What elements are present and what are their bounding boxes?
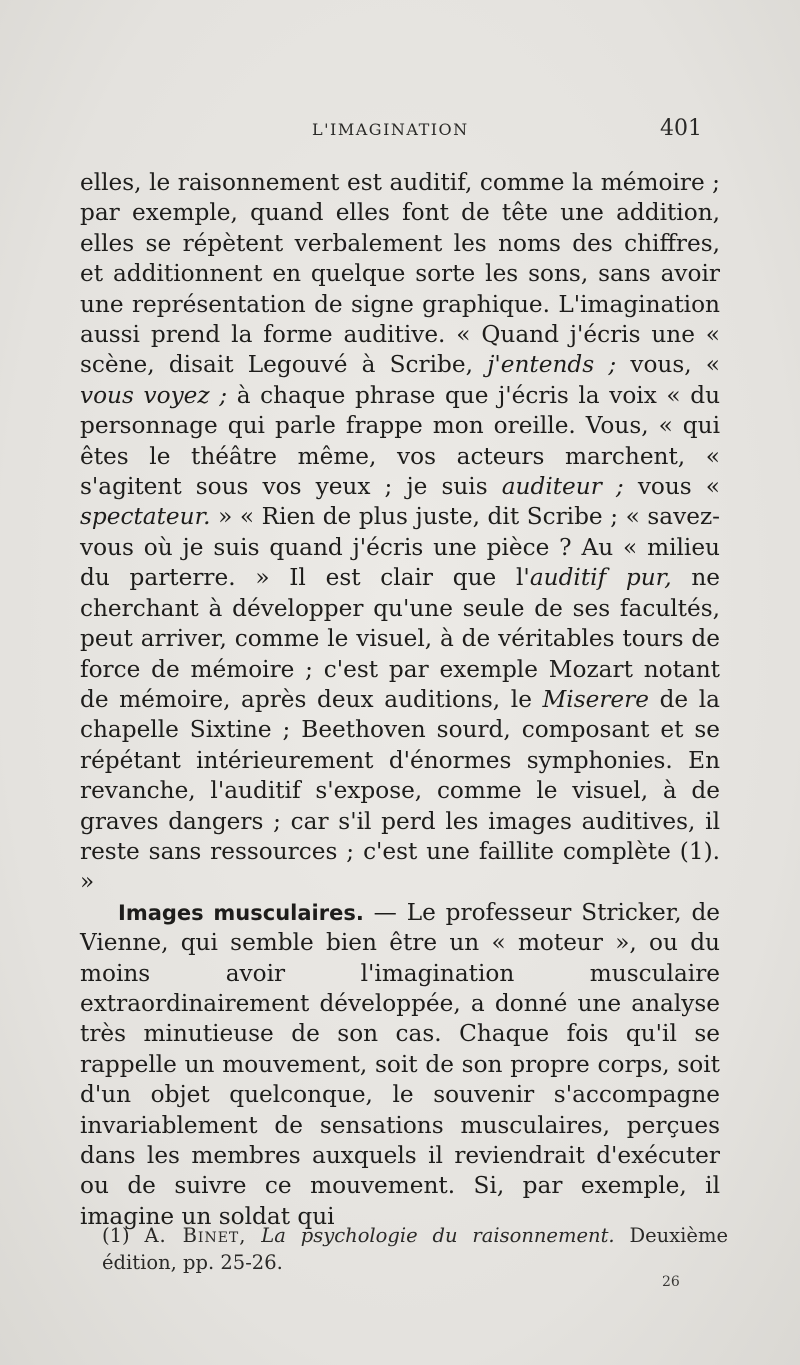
footnote-marker: (1) — [102, 1224, 130, 1247]
italic-segment: j'entends ; — [487, 351, 617, 379]
text-segment: » « Rien de plus juste, dit Scribe ; « savez-vous où je suis quand j'écris une pièce ? Au « milieu du parterre. » Il est clair que l' — [80, 503, 720, 592]
italic-segment: vous voyez ; — [80, 381, 228, 409]
page-number: 401 — [660, 116, 702, 141]
paragraph-text: — Le professeur Stricker, de Vienne, qui semble bien être un « moteur », ou du moins avoir l'imagination musculaire extraordinairement développée, a donné une analyse très minutieuse de son cas. Chaque fois qu'il se rappelle un mouvement, soit de son propre corps, soit d'un objet quelconque, le souvenir s'accompagne invariablement de sensations musculaires, perçues dans les membres auxquels il reviendrait d'exécuter ou de suivre ce mouvement. Si, par exemple, il imagine un soldat qui — [80, 898, 721, 1230]
running-title: L'IMAGINATION — [312, 120, 469, 139]
italic-segment: auditif pur, — [529, 564, 672, 592]
text-segment: ne cherchant à développer qu'une seule de ses facultés, peut arriver, comme le visuel, à de véritables tours de force de mémoire ; c'est par exemple Mozart notant de mémoire, après deux auditions, le — [80, 564, 721, 713]
text-segment: vous « — [623, 473, 720, 501]
body-text — [80, 168, 720, 1232]
running-head — [0, 116, 800, 146]
footnote-title: La psychologie du raisonnement. — [261, 1224, 615, 1247]
text-segment: de la chapelle Sixtine ; Beethoven sourd, composant et se répétant intérieurement d'énormes symphonies. En revanche, l'auditif s'expose, comme le visuel, à de graves dangers ; car s'il perd les images auditives, il reste sans ressources ; c'est une faillite complète (1). » — [80, 685, 720, 896]
paragraph-muscular-images — [80, 898, 720, 1232]
footnote-rest: Deuxième édition, pp. 25-26. — [102, 1224, 728, 1274]
signature-mark: 26 — [662, 1274, 680, 1290]
italic-segment: Miserere — [542, 685, 649, 713]
text-segment: vous, « — [616, 351, 720, 379]
footnote-author: A. Binet, — [144, 1224, 247, 1247]
text-segment: à chaque phrase que j'écris la voix « du personnage qui parle frappe mon oreille. Vous, « qui êtes le théâtre même, vos acteurs marchent, « s'agitent sous vos yeux ; je suis — [80, 381, 721, 501]
italic-segment: spectateur. — [80, 503, 211, 531]
italic-segment: auditeur ; — [501, 473, 624, 501]
text-segment: elles, le raisonnement est auditif, comme la mémoire ; par exemple, quand elles font de tête une addition, elles se répètent verbalement les noms des chiffres, et additionnent en quelque sorte les sons, sans avoir une représentation de signe graphique. L'imagination aussi prend la forme auditive. « Quand j'écris une « scène, disait Legouvé à Scribe, — [80, 169, 720, 379]
section-heading-inline: Images musculaires. — [118, 900, 364, 925]
paragraph-auditive-memory — [80, 168, 720, 898]
footnote — [102, 1222, 728, 1276]
